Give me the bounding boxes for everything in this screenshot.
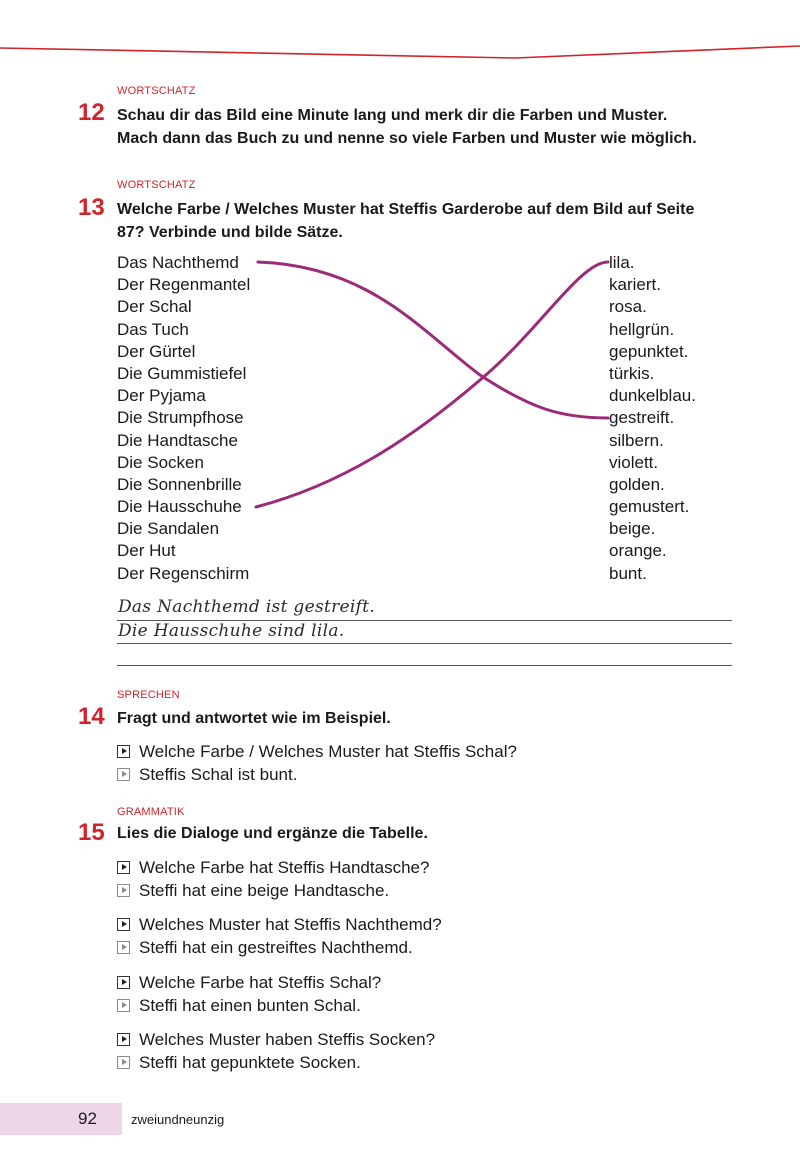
left-item[interactable]: Die Strumpfhose: [117, 408, 244, 428]
answer-text: Steffi hat gepunktete Socken.: [139, 1052, 361, 1072]
handwritten-answer: Das Nachthemd ist gestreift.: [118, 597, 376, 617]
play-outline-icon: [117, 1056, 130, 1069]
dialogue-question: [117, 856, 429, 879]
dialogue-answer: [117, 1051, 435, 1074]
handwritten-answer: Die Hausschuhe sind lila.: [118, 621, 345, 641]
exercise-15-dialogue: [117, 971, 381, 1017]
dialogue-answer: [117, 936, 442, 959]
exercise-14-instruction: Fragt und antwortet wie im Beispiel.: [117, 710, 391, 727]
exercise-12-category: WORTSCHATZ: [117, 85, 196, 97]
page-number-word: zweiundneunzig: [131, 1112, 225, 1127]
instruction-line: Mach dann das Buch zu und nenne so viele Farben und Muster wie möglich.: [117, 130, 697, 147]
exercise-15-dialogue: [117, 856, 429, 902]
right-item[interactable]: gemustert.: [609, 497, 690, 517]
answer-line[interactable]: [117, 665, 732, 666]
play-icon: [117, 918, 130, 931]
exercise-13-number: 13: [78, 194, 105, 221]
dialogue-question: [117, 740, 517, 763]
right-item[interactable]: türkis.: [609, 363, 655, 383]
left-item[interactable]: Der Pyjama: [117, 386, 206, 406]
exercise-12-instruction: [117, 104, 697, 150]
question-text: Welches Muster hat Steffis Nachthemd?: [139, 914, 442, 934]
right-item[interactable]: gestreift.: [609, 408, 675, 428]
play-outline-icon: [117, 941, 130, 954]
question-text: Welche Farbe hat Steffis Schal?: [139, 972, 382, 992]
play-icon: [117, 1033, 130, 1046]
right-item[interactable]: kariert.: [609, 275, 661, 295]
left-item[interactable]: Die Socken: [117, 452, 204, 472]
play-outline-icon: [117, 884, 130, 897]
right-item[interactable]: orange.: [609, 541, 667, 561]
dialogue-answer: [117, 879, 429, 902]
matching-left-column: [117, 252, 250, 585]
right-item[interactable]: lila.: [609, 253, 635, 272]
connector-hausschuhe-lila: [256, 262, 608, 507]
left-item[interactable]: Das Tuch: [117, 319, 189, 339]
right-item[interactable]: golden.: [609, 474, 665, 494]
answer-text: Steffi hat eine beige Handtasche.: [139, 880, 390, 900]
page-number: 92: [78, 1109, 97, 1128]
matching-right-column: [609, 252, 696, 585]
left-item[interactable]: Die Gummistiefel: [117, 363, 247, 383]
exercise-15-instruction: Lies die Dialoge und ergänze die Tabelle.: [117, 825, 428, 842]
answer-text: Steffi hat einen bunten Schal.: [139, 995, 361, 1015]
play-outline-icon: [117, 999, 130, 1012]
left-item[interactable]: Der Regenmantel: [117, 275, 251, 295]
left-item[interactable]: Der Schal: [117, 297, 192, 317]
question-text: Welches Muster haben Steffis Socken?: [139, 1029, 436, 1049]
exercise-12-number: 12: [78, 99, 105, 126]
left-item[interactable]: Der Gürtel: [117, 341, 196, 361]
right-item[interactable]: bunt.: [609, 563, 647, 583]
play-icon: [117, 861, 130, 874]
answer-text: Steffi hat ein gestreiftes Nachthemd.: [139, 937, 413, 957]
question-text: Welche Farbe hat Steffis Handtasche?: [139, 857, 430, 877]
right-item[interactable]: hellgrün.: [609, 319, 675, 339]
right-item[interactable]: beige.: [609, 519, 656, 539]
answer-line: [117, 643, 732, 644]
exercise-15-category: GRAMMATIK: [117, 806, 185, 818]
question-text: Welche Farbe / Welches Muster hat Steffis Schal?: [139, 741, 517, 761]
connector-nachthemd-gestreift: [258, 262, 608, 418]
header-rule: [0, 0, 800, 70]
right-item[interactable]: gepunktet.: [609, 341, 689, 361]
right-item[interactable]: silbern.: [609, 430, 664, 450]
dialogue-question: [117, 913, 442, 936]
exercise-15-number: 15: [78, 819, 105, 846]
left-item[interactable]: Der Regenschirm: [117, 563, 250, 583]
left-item[interactable]: Der Hut: [117, 541, 176, 561]
left-item[interactable]: Die Sonnenbrille: [117, 474, 242, 494]
left-item[interactable]: Die Handtasche: [117, 430, 238, 450]
play-icon: [117, 976, 130, 989]
exercise-13-instruction: [117, 198, 694, 244]
instruction-line: 87? Verbinde und bilde Sätze.: [117, 224, 343, 241]
left-item[interactable]: Das Nachthemd: [117, 253, 239, 272]
exercise-14-number: 14: [78, 703, 105, 730]
right-item[interactable]: rosa.: [609, 297, 647, 317]
exercise-14-category: SPRECHEN: [117, 689, 180, 701]
exercise-15-dialogue: [117, 913, 442, 959]
play-icon: [117, 745, 130, 758]
answer-text: Steffis Schal ist bunt.: [139, 764, 298, 784]
instruction-line: Welche Farbe / Welches Muster hat Steffis Garderobe auf dem Bild auf Seite: [117, 201, 695, 218]
dialogue-answer: [117, 994, 381, 1017]
left-item[interactable]: Die Hausschuhe: [117, 497, 242, 517]
right-item[interactable]: violett.: [609, 452, 659, 472]
left-item[interactable]: Die Sandalen: [117, 519, 220, 539]
right-item[interactable]: dunkelblau.: [609, 386, 696, 406]
exercise-14-dialogue: [117, 740, 517, 786]
footer-band: [0, 1103, 122, 1135]
exercise-13-category: WORTSCHATZ: [117, 179, 196, 191]
dialogue-question: [117, 1028, 435, 1051]
exercise-15-dialogue: [117, 1028, 435, 1074]
play-outline-icon: [117, 768, 130, 781]
dialogue-question: [117, 971, 381, 994]
instruction-line: Schau dir das Bild eine Minute lang und merk dir die Farben und Muster.: [117, 107, 668, 124]
dialogue-answer: [117, 763, 517, 786]
